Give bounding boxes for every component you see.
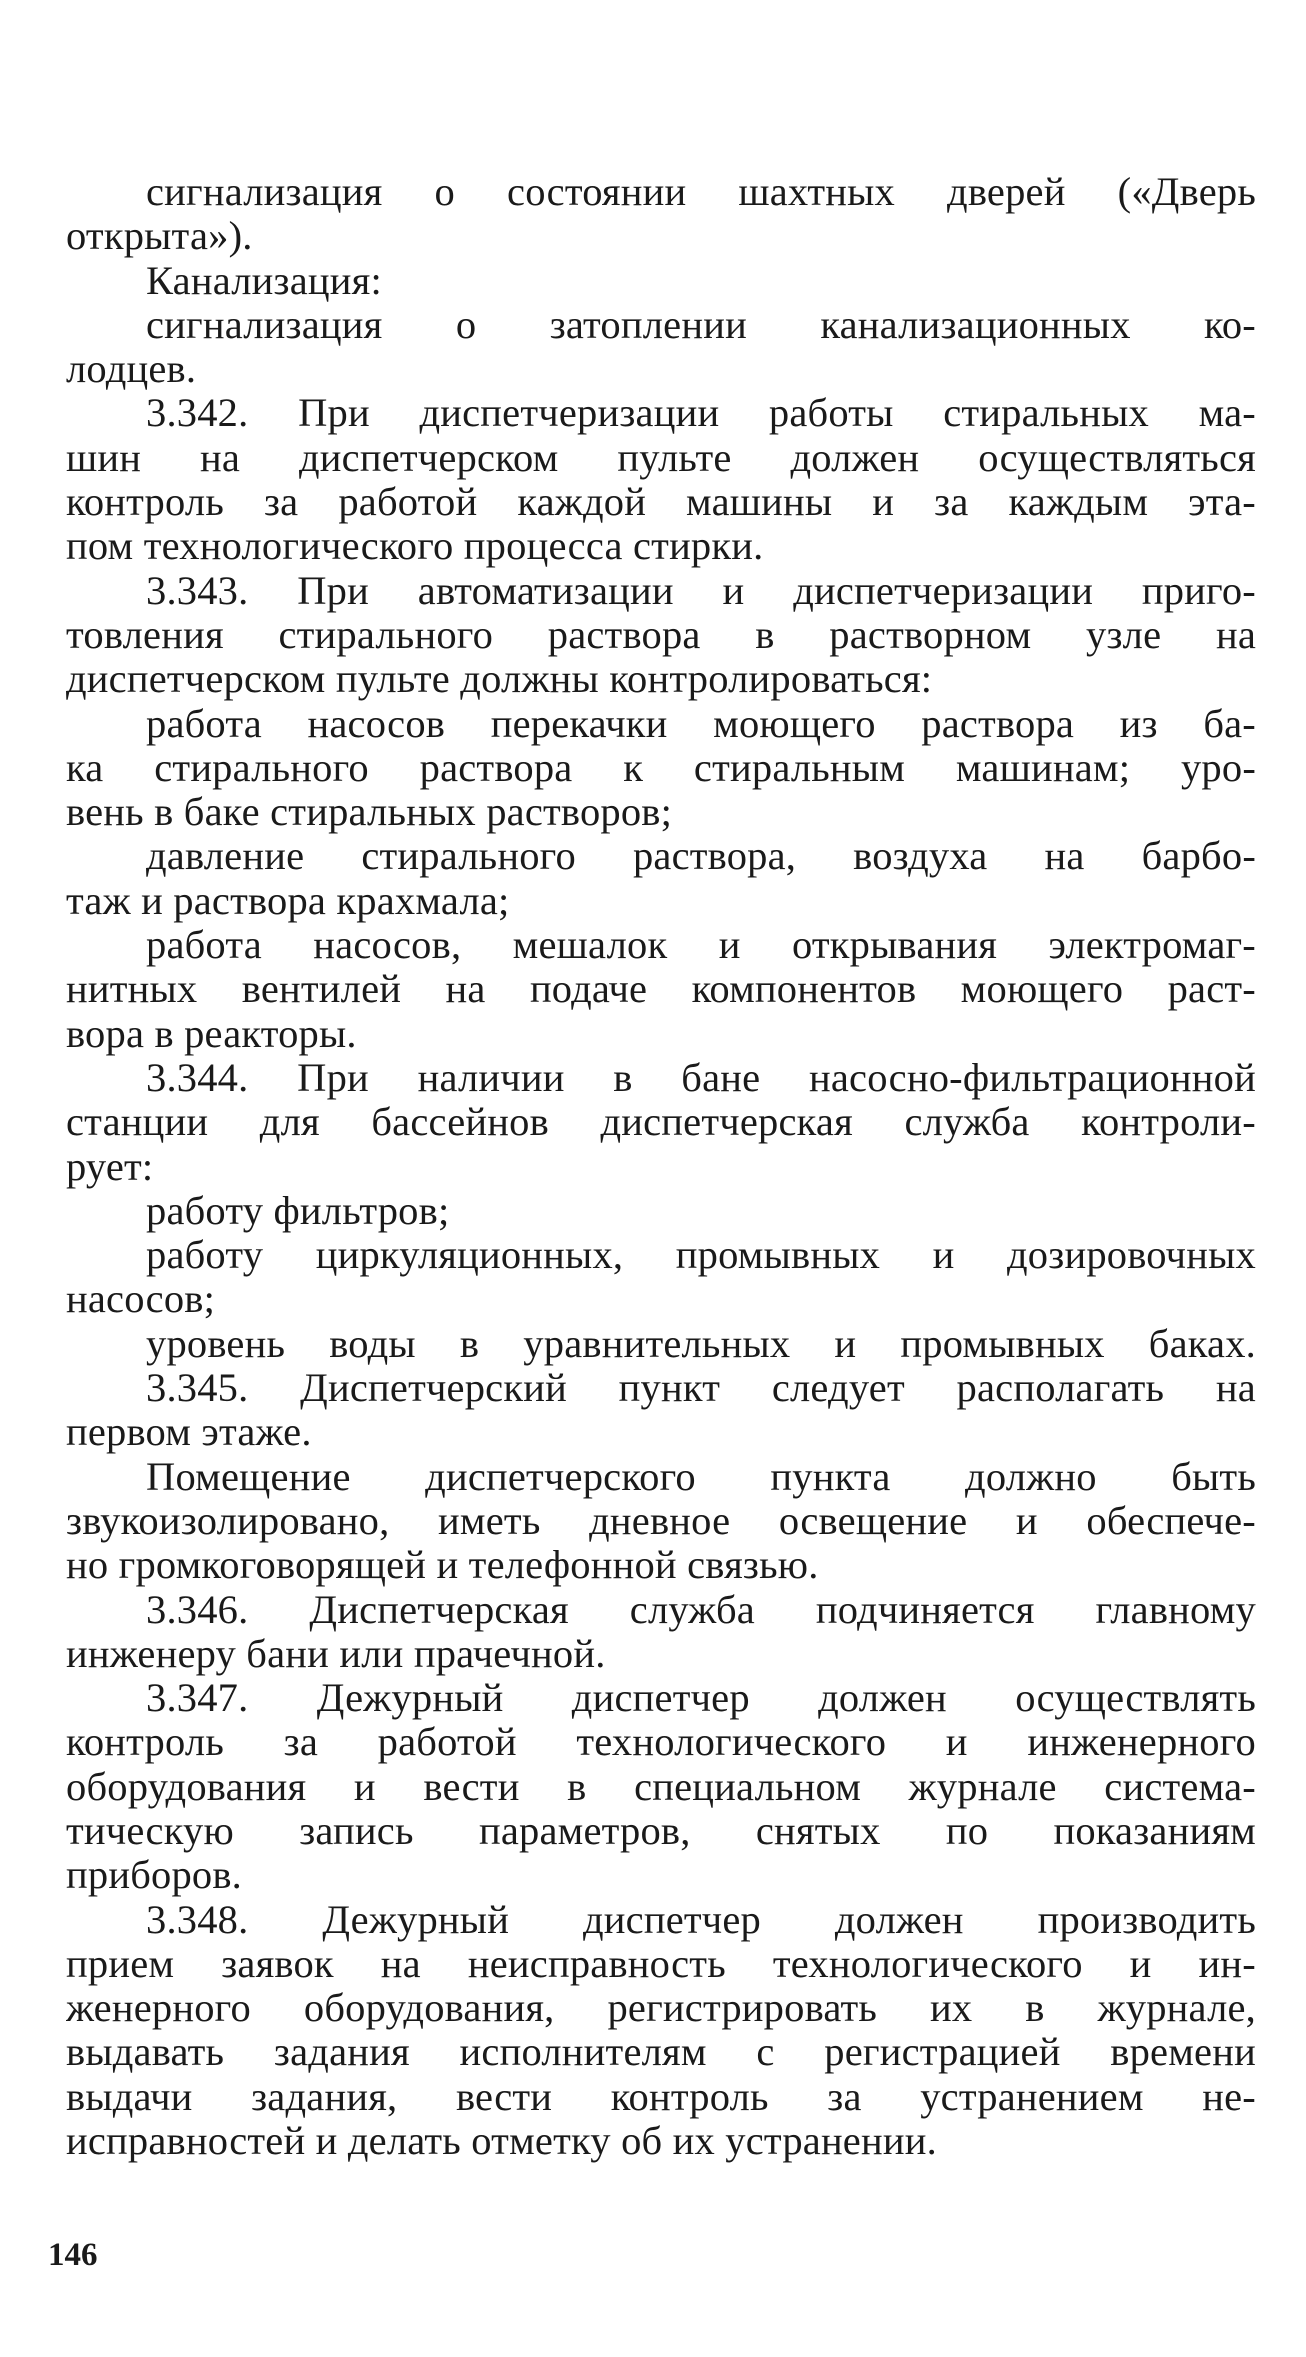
text-line: прием заявок на неисправность технологического и ин- bbox=[66, 1941, 1256, 1986]
text-line: звукоизолировано, иметь дневное освещение и обеспече- bbox=[66, 1498, 1256, 1543]
text-line: работу фильтров; bbox=[146, 1188, 450, 1233]
text-line: 3.345. Диспетчерский пункт следует располагать на bbox=[146, 1366, 1256, 1411]
text-line: насосов; bbox=[66, 1277, 216, 1322]
text-line: станции для бассейнов диспетчерская служба контроли- bbox=[66, 1100, 1256, 1145]
text-line: нитных вентилей на подаче компонентов моющего раст- bbox=[66, 967, 1256, 1012]
text-line: Помещение диспетчерского пункта должно быть bbox=[146, 1454, 1256, 1499]
text-line: исправностей и делать отметку об их устранении. bbox=[66, 2119, 937, 2164]
text-line: оборудования и вести в специальном журнале система- bbox=[66, 1764, 1256, 1809]
text-line: товления стирального раствора в растворном узле на bbox=[66, 612, 1256, 657]
text-line: работа насосов перекачки моющего раствора из ба- bbox=[146, 701, 1256, 746]
text-line: работа насосов, мешалок и открывания электромаг- bbox=[146, 923, 1256, 968]
text-line: 3.347. Дежурный диспетчер должен осуществлять bbox=[146, 1676, 1256, 1721]
text-line: открыта»). bbox=[66, 214, 253, 259]
text-line: первом этаже. bbox=[66, 1410, 312, 1455]
text-line: женерного оборудования, регистрировать их в журнале, bbox=[66, 1986, 1256, 2031]
text-line: уровень воды в уравнительных и промывных баках. bbox=[146, 1321, 1256, 1366]
text-line: сигнализация о затоплении канализационных ко- bbox=[146, 302, 1256, 347]
text-line: выдачи задания, вести контроль за устранением не- bbox=[66, 2074, 1256, 2119]
text-line: 3.346. Диспетчерская служба подчиняется главному bbox=[146, 1587, 1256, 1632]
text-line: контроль за работой каждой машины и за каждым эта- bbox=[66, 480, 1256, 525]
text-line: вора в реакторы. bbox=[66, 1011, 357, 1056]
text-line: лодцев. bbox=[66, 347, 197, 392]
text-line: диспетчерском пульте должны контролироваться: bbox=[66, 657, 933, 702]
text-line: 3.344. При наличии в бане насосно-фильтрационной bbox=[146, 1055, 1256, 1100]
text-line: контроль за работой технологического и инженерного bbox=[66, 1720, 1256, 1765]
text-line: выдавать задания исполнителям с регистрацией времени bbox=[66, 2030, 1256, 2075]
text-line: давление стирального раствора, воздуха на барбо- bbox=[146, 834, 1256, 879]
text-line: 3.348. Дежурный диспетчер должен производить bbox=[146, 1897, 1256, 1942]
text-line: но громкоговорящей и телефонной связью. bbox=[66, 1543, 819, 1588]
page-body bbox=[66, 170, 1256, 2163]
text-line: вень в баке стиральных растворов; bbox=[66, 790, 673, 835]
text-line: работу циркуляционных, промывных и дозировочных bbox=[146, 1233, 1256, 1278]
text-line: 3.342. При диспетчеризации работы стиральных ма- bbox=[146, 391, 1256, 436]
text-line: пом технологического процесса стирки. bbox=[66, 524, 764, 569]
text-line: 3.343. При автоматизации и диспетчеризации приго- bbox=[146, 568, 1256, 613]
text-line: сигнализация о состоянии шахтных дверей («Дверь bbox=[146, 170, 1256, 214]
text-line: таж и раствора крахмала; bbox=[66, 878, 510, 923]
text-line: инженеру бани или прачечной. bbox=[66, 1631, 606, 1676]
text-line: рует: bbox=[66, 1144, 154, 1189]
text-line: ка стирального раствора к стиральным машинам; уро- bbox=[66, 745, 1256, 790]
text-line: шин на диспетчерском пульте должен осуществляться bbox=[66, 435, 1256, 480]
page-number: 146 bbox=[48, 2237, 98, 2273]
text-line: Канализация: bbox=[146, 258, 382, 303]
text-line: тическую запись параметров, снятых по показаниям bbox=[66, 1808, 1256, 1853]
text-line: приборов. bbox=[66, 1853, 243, 1898]
